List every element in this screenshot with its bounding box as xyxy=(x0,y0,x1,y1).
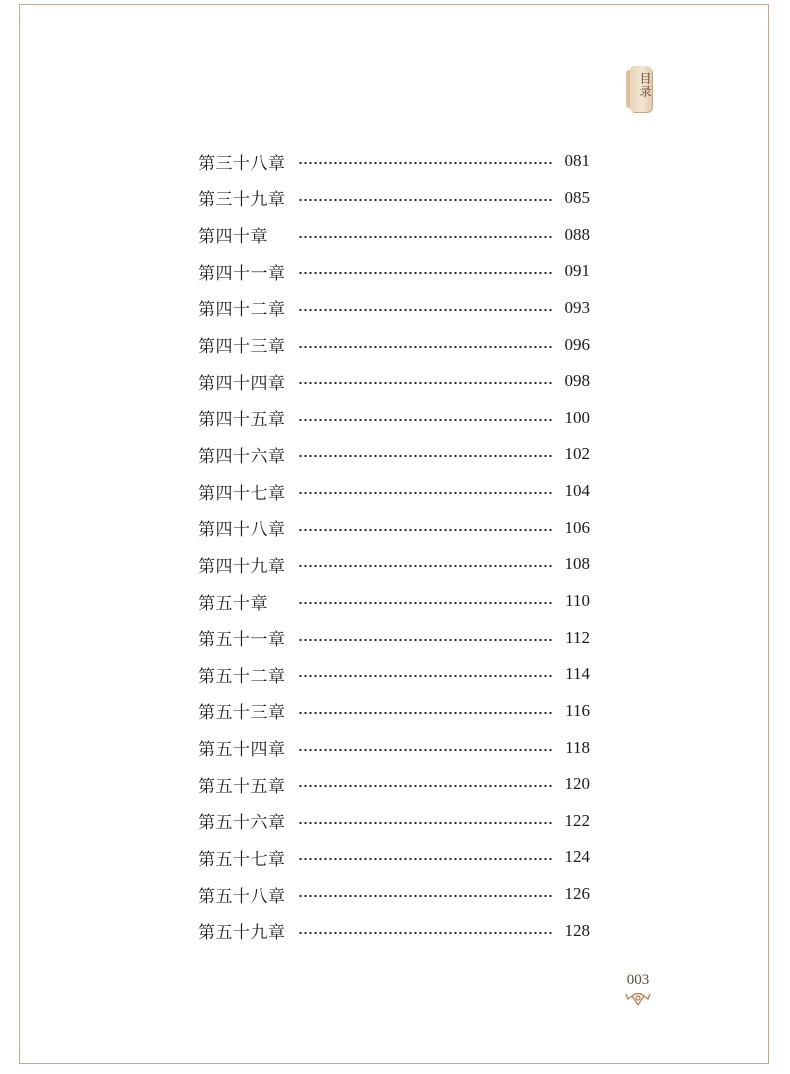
toc-entry[interactable] xyxy=(198,326,590,363)
toc-dot-leader xyxy=(298,712,552,714)
toc-entry-page: 110 xyxy=(565,591,590,610)
table-of-contents xyxy=(198,143,590,949)
toc-entry-page: 112 xyxy=(565,627,590,647)
toc-entry-title: 第五十九章 xyxy=(198,923,286,944)
toc-entry-title: 第五十二章 xyxy=(198,666,286,687)
toc-entry-page: 108 xyxy=(564,554,590,574)
toc-entry-title: 第四十章 xyxy=(198,227,268,248)
toc-dot-leader xyxy=(298,565,552,567)
toc-entry[interactable] xyxy=(198,216,590,253)
toc-entry-title: 第四十二章 xyxy=(198,300,286,321)
toc-dot-leader xyxy=(298,309,552,311)
toc-dot-leader xyxy=(298,419,552,421)
toc-entry-title: 第三十九章 xyxy=(198,190,286,211)
toc-dot-leader xyxy=(298,785,552,787)
toc-entry-title: 第五十四章 xyxy=(198,740,286,761)
toc-entry-title: 第五十六章 xyxy=(198,813,286,834)
toc-entry-page: 118 xyxy=(565,737,590,757)
toc-tab xyxy=(630,66,652,112)
toc-entry-page: 096 xyxy=(564,334,590,354)
toc-entry-title: 第五十五章 xyxy=(198,776,286,797)
toc-dot-leader xyxy=(298,455,552,457)
toc-entry-page: 104 xyxy=(564,481,590,501)
toc-entry[interactable] xyxy=(198,436,590,473)
toc-entry[interactable] xyxy=(198,766,590,803)
toc-entry[interactable] xyxy=(198,509,590,546)
toc-dot-leader xyxy=(298,932,552,934)
toc-entry[interactable] xyxy=(198,619,590,656)
toc-dot-leader xyxy=(298,895,552,897)
toc-entry-title: 第四十一章 xyxy=(198,263,286,284)
toc-entry-title: 第三十八章 xyxy=(198,153,286,174)
toc-dot-leader xyxy=(298,602,552,604)
toc-entry-title: 第五十章 xyxy=(198,593,268,614)
toc-entry[interactable] xyxy=(198,912,590,949)
toc-entry-page: 100 xyxy=(564,407,590,427)
toc-dot-leader xyxy=(298,822,552,824)
toc-entry-title: 第四十七章 xyxy=(198,483,286,504)
decorative-ornament-icon xyxy=(625,990,651,1006)
toc-entry-title: 第四十三章 xyxy=(198,337,286,358)
toc-entry[interactable] xyxy=(198,803,590,840)
toc-entry[interactable] xyxy=(198,143,590,180)
toc-entry-title: 第四十四章 xyxy=(198,373,286,394)
toc-entry[interactable] xyxy=(198,876,590,913)
toc-entry-page: 116 xyxy=(565,700,590,720)
toc-entry-title: 第四十八章 xyxy=(198,520,286,541)
toc-entry[interactable] xyxy=(198,399,590,436)
toc-entry-page: 128 xyxy=(564,920,590,940)
toc-entry[interactable] xyxy=(198,253,590,290)
toc-entry[interactable] xyxy=(198,583,590,620)
toc-dot-leader xyxy=(298,858,552,860)
toc-entry-page: 126 xyxy=(564,884,590,904)
toc-entry-title: 第四十六章 xyxy=(198,446,286,467)
toc-entry-title: 第五十七章 xyxy=(198,849,286,870)
toc-entry-page: 091 xyxy=(564,261,590,281)
toc-entry[interactable] xyxy=(198,290,590,327)
toc-dot-leader xyxy=(298,639,552,641)
toc-entry[interactable] xyxy=(198,546,590,583)
page-number: 003 xyxy=(626,972,650,988)
toc-entry[interactable] xyxy=(198,656,590,693)
toc-entry-title: 第四十九章 xyxy=(198,556,286,577)
toc-entry-page: 106 xyxy=(564,517,590,537)
toc-entry[interactable] xyxy=(198,473,590,510)
toc-entry-page: 088 xyxy=(564,224,590,244)
toc-entry-title: 第五十三章 xyxy=(198,703,286,724)
toc-dot-leader xyxy=(298,492,552,494)
toc-dot-leader xyxy=(298,199,552,201)
toc-entry-page: 120 xyxy=(564,774,590,794)
toc-entry[interactable] xyxy=(198,180,590,217)
toc-entry[interactable] xyxy=(198,693,590,730)
toc-entry-page: 102 xyxy=(564,444,590,464)
toc-dot-leader xyxy=(298,162,552,164)
toc-entry[interactable] xyxy=(198,839,590,876)
toc-entry-title: 第四十五章 xyxy=(198,410,286,431)
toc-dot-leader xyxy=(298,749,552,751)
toc-entry[interactable] xyxy=(198,363,590,400)
toc-dot-leader xyxy=(298,529,552,531)
toc-entry-page: 081 xyxy=(564,151,590,171)
toc-entry-page: 085 xyxy=(564,187,590,207)
toc-dot-leader xyxy=(298,382,552,384)
toc-dot-leader xyxy=(298,236,552,238)
toc-entry-page: 093 xyxy=(564,297,590,317)
toc-dot-leader xyxy=(298,272,552,274)
toc-tab-label: 目录 xyxy=(638,72,652,98)
toc-entry[interactable] xyxy=(198,729,590,766)
toc-dot-leader xyxy=(298,675,552,677)
toc-entry-page: 098 xyxy=(564,371,590,391)
toc-entry-page: 124 xyxy=(564,847,590,867)
toc-dot-leader xyxy=(298,346,552,348)
toc-entry-page: 114 xyxy=(565,664,590,684)
toc-entry-page: 122 xyxy=(564,810,590,830)
toc-entry-title: 第五十八章 xyxy=(198,886,286,907)
toc-entry-title: 第五十一章 xyxy=(198,630,286,651)
